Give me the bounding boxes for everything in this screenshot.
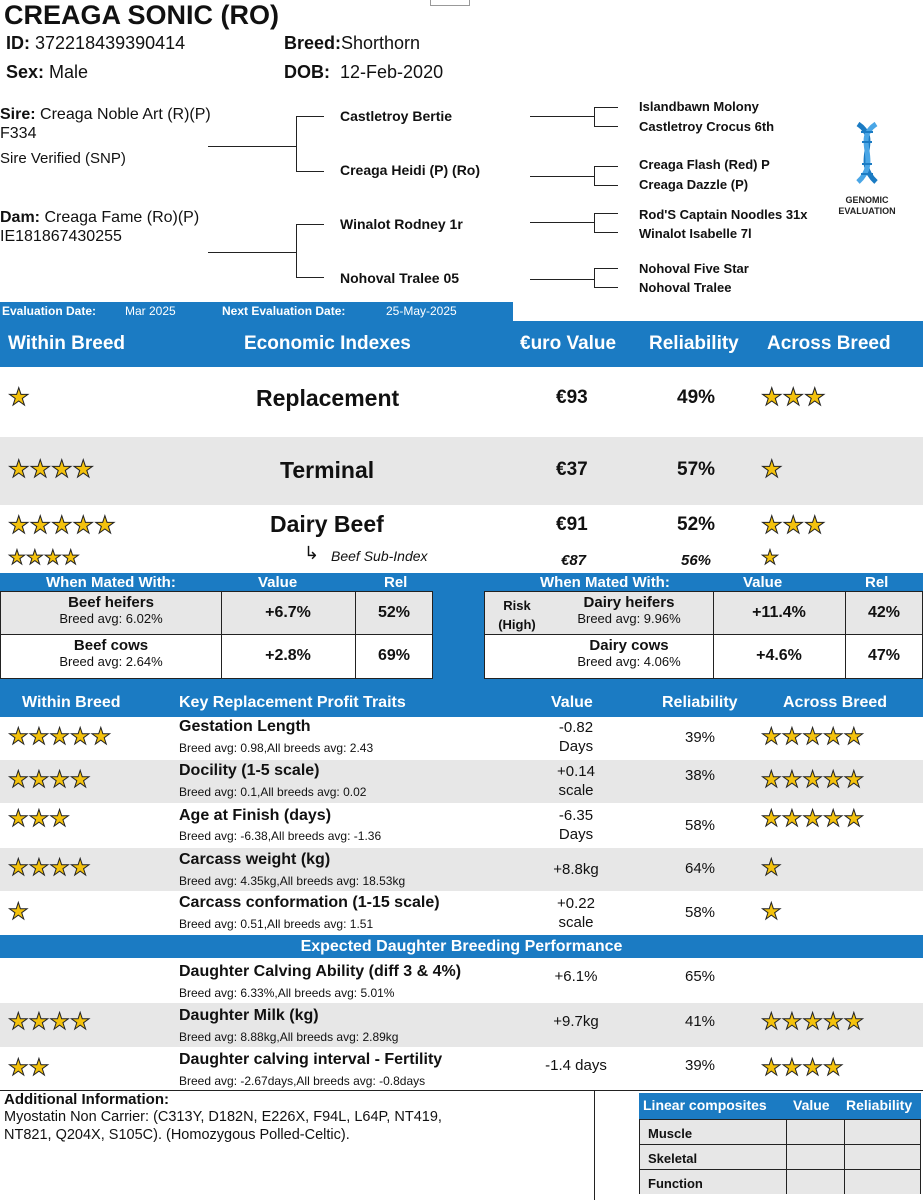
sire-label: Sire: [0,106,36,123]
daughter-header: Expected Daughter Breeding Performance [0,935,923,958]
trait-avg: Breed avg: 0.1,All breeds avg: 0.02 [179,785,367,799]
trait-name: Gestation Length [179,718,311,735]
dam-name: Creaga Fame (Ro)(P) [44,209,200,226]
across-breed-stars: ★ [761,455,783,483]
trait-name: Docility (1-5 scale) [179,762,320,779]
connector [530,116,594,117]
value-unit: Days [558,738,594,755]
sire-name: Creaga Noble Art (R)(P) [40,106,211,123]
within-breed-stars: ★★★★ [8,455,95,483]
trait-value: +9.7kg [553,1013,599,1030]
daughter-row-calving-ability [0,958,923,1003]
row-name: Beef cows [73,637,149,654]
trait-value [532,718,620,756]
trait-row-carcass-conformation [0,891,923,935]
row-avg: Breed avg: 6.02% [59,611,163,626]
sire-note: Sire Verified (SNP) [0,150,126,167]
row-name: Dairy cows [589,637,669,654]
additional-line-1: Myostatin Non Carrier: (C313Y, D182N, E226X, F94L, L64P, NT419, [4,1109,442,1125]
value-unit: Days [558,826,594,843]
col-across-breed: Across Breed [767,333,891,354]
value-number: -0.82 [558,719,594,736]
reliability: 38% [685,767,716,784]
risk-indicator [493,596,541,634]
trait-value [532,894,620,932]
breed-value: Shorthorn [341,33,421,53]
trait-avg: Breed avg: 0.98,All breeds avg: 2.43 [179,741,374,755]
connector [594,213,618,214]
trait-value: +6.1% [554,968,598,985]
trait-name: Daughter Calving Ability (diff 3 & 4%) [179,963,462,980]
daughter-row-calving-interval [0,1047,923,1090]
economic-header [0,321,923,367]
across-breed-stars: ★★★ [761,511,826,539]
traits-header [0,690,923,717]
trait-avg: Breed avg: -6.38,All breeds avg: -1.36 [179,829,382,843]
connector [530,176,594,177]
trait-name: Carcass conformation (1-15 scale) [179,894,440,911]
mated-right-rel: Rel [865,574,889,591]
across-breed-stars: ★★★★★ [761,806,865,832]
connector [296,224,297,278]
connector [594,268,618,269]
trait-value [532,762,620,800]
col-traits-title: Key Replacement Profit Traits [179,694,406,711]
divider [594,1090,595,1200]
mated-left-row-1-label [1,594,221,626]
across-breed-stars: ★★★ [761,383,826,411]
across-breed-stars: ★★★★★ [761,1009,865,1035]
risk-label: Risk [503,598,531,613]
trait-value [532,860,620,879]
within-breed-stars: ★★★★ [8,767,91,793]
across-breed-stars: ★ [761,855,782,881]
dam-block [0,208,199,246]
row-avg: Breed avg: 4.06% [577,654,681,669]
index-name: Terminal [280,457,375,483]
value-unit: scale [558,782,594,799]
genomic-logo [832,120,902,216]
mated-right-table [484,591,923,679]
additional-title: Additional Information: [4,1091,169,1108]
row-name: Beef heifers [68,594,154,611]
great-grandparent-4: Creaga Dazzle (P) [639,177,749,192]
sub-within-stars: ★★★★ [8,545,80,569]
reliability: 64% [685,860,716,877]
trait-row-docility [0,760,923,803]
dam-label: Dam: [0,209,41,226]
evaluation-bar [0,302,513,321]
connector [594,107,595,126]
trait-avg: Breed avg: 8.88kg,All breeds avg: 2.89kg [179,1030,399,1044]
linear-value: Value [793,1097,830,1113]
connector [594,213,595,232]
row-avg: Breed avg: 9.96% [577,611,681,626]
corner-mark [430,0,470,6]
dob-label: DOB: [284,62,330,82]
connector [594,232,618,233]
additional-line-2: NT821, Q204X, S105C). (Homozygous Polled-Celtic). [4,1127,350,1143]
within-breed-stars: ★★ [8,1055,50,1081]
trait-avg: Breed avg: 4.35kg,All breeds avg: 18.53kg [179,874,406,888]
col-economic-indexes: Economic Indexes [244,333,411,354]
grandparent-4: Nohoval Tralee 05 [340,270,460,286]
reliability: 41% [685,1013,716,1030]
eval-date-label: Evaluation Date: [2,304,97,318]
connector [594,107,618,108]
sub-reliability: 56% [681,552,712,569]
next-eval-value: 25-May-2025 [386,304,457,318]
connector [296,116,324,117]
value-number: +0.14 [557,763,595,780]
mated-left-row-2-label [1,637,221,669]
col-reliability: Reliability [649,333,739,354]
id-value: 372218439390414 [35,33,186,53]
mated-right-row-1-label [545,594,713,626]
trait-name: Age at Finish (days) [179,807,332,824]
great-grandparent-6: Winalot Isabelle 7l [639,226,752,241]
within-breed-stars: ★★★★★ [8,511,116,539]
row-label: Function [648,1176,703,1191]
grandparent-1: Castletroy Bertie [340,108,453,124]
row-value: +4.6% [756,647,802,664]
sub-euro-value: €87 [561,552,587,569]
trait-row-gestation [0,717,923,760]
value-number: +8.8kg [553,861,599,878]
linear-table [639,1119,921,1194]
grandparent-3: Winalot Rodney 1r [340,216,463,232]
within-breed-stars: ★★★★ [8,1009,91,1035]
additional-info [4,1091,594,1143]
reliability: 49% [677,387,716,408]
reliability: 39% [685,1057,716,1074]
connector [594,126,618,127]
reliability: 39% [685,729,716,746]
trait-avg: Breed avg: 0.51,All breeds avg: 1.51 [179,917,374,931]
linear-row-skeletal [640,1145,920,1170]
euro-value: €91 [556,514,588,535]
mated-left-rel: Rel [384,574,408,591]
sub-across-stars: ★ [761,545,779,569]
connector [594,287,618,288]
animal-id [6,33,185,54]
row-rel: 42% [867,604,901,621]
linear-row-function [640,1170,920,1194]
sub-arrow-icon: ↳ [304,543,320,563]
index-name: Replacement [256,385,400,411]
value-unit: scale [558,914,594,931]
linear-rel: Reliability [846,1097,913,1113]
grandparent-2: Creaga Heidi (P) (Ro) [340,162,481,178]
next-eval-label: Next Evaluation Date: [222,304,346,318]
mated-right-row-1 [484,591,923,635]
sex-label: Sex: [6,62,45,82]
great-grandparent-8: Nohoval Tralee [639,280,732,295]
within-breed-stars: ★ [8,899,29,925]
trait-row-age-at-finish [0,803,923,848]
risk-level: (High) [498,617,536,632]
trait-value: -1.4 days [545,1057,607,1074]
sex-value: Male [49,62,89,82]
index-name: Dairy Beef [270,511,384,537]
logo-line-1: GENOMIC [845,195,889,205]
dam-code: IE181867430255 [0,228,122,245]
mated-right-value: Value [743,574,783,591]
value-number: +0.22 [557,895,595,912]
euro-value: €37 [556,459,588,480]
across-breed-stars: ★★★★★ [761,767,865,793]
eval-date-value: Mar 2025 [125,304,176,318]
linear-row-muscle [640,1120,920,1145]
mated-right-row-2-label [545,637,713,669]
within-breed-stars: ★★★★ [8,855,91,881]
trait-name: Daughter Milk (kg) [179,1007,319,1024]
linear-header [639,1093,921,1119]
breed [284,33,420,54]
reliability: 52% [677,514,716,535]
daughter-row-milk [0,1003,923,1047]
breed-label: Breed: [284,33,342,53]
row-avg: Breed avg: 2.64% [59,654,163,669]
mated-right-with: When Mated With: [540,574,670,591]
connector [208,146,296,147]
trait-row-carcass-weight [0,848,923,891]
col-value: Value [551,694,593,711]
col-within-breed: Within Breed [22,694,121,711]
across-breed-stars: ★★★★★ [761,724,865,750]
great-grandparent-1: Islandbawn Molony [639,99,759,114]
col-across-breed: Across Breed [783,694,888,711]
reliability: 57% [677,459,716,480]
sire-code: F334 [0,125,37,142]
reliability: 58% [685,817,716,834]
economic-row-dairy-beef [0,505,923,573]
connector [530,222,594,223]
trait-value [532,806,620,844]
trait-avg: Breed avg: -2.67days,All breeds avg: -0.8days [179,1074,426,1088]
col-within-breed: Within Breed [8,333,125,354]
sub-index-name: Beef Sub-Index [331,548,428,564]
reliability: 58% [685,904,716,921]
mated-right-row-2 [484,635,923,679]
sex [6,62,88,83]
linear-title: Linear composites [643,1097,767,1113]
col-reliability: Reliability [662,694,738,711]
within-breed-stars: ★ [8,383,30,411]
divider [844,1120,845,1194]
connector [296,224,324,225]
trait-name: Daughter calving interval - Fertility [179,1051,443,1068]
euro-value: €93 [556,387,588,408]
logo-text [832,195,902,217]
row-label: Muscle [648,1126,693,1141]
row-rel: 52% [377,604,411,621]
connector [594,268,595,287]
col-euro-value: €uro Value [520,333,617,354]
within-breed-stars: ★★★ [8,806,70,832]
mated-left-table [0,591,433,679]
connector [594,166,618,167]
trait-name: Carcass weight (kg) [179,851,331,868]
great-grandparent-2: Castletroy Crocus 6th [639,119,775,134]
trait-avg: Breed avg: 6.33%,All breeds avg: 5.01% [179,986,395,1000]
value-number: -6.35 [558,807,594,824]
row-rel: 47% [867,647,901,664]
great-grandparent-3: Creaga Flash (Red) P [639,157,770,172]
mated-left-value: Value [258,574,298,591]
dna-icon [832,120,902,190]
economic-row-terminal [0,437,923,505]
reliability: 65% [685,968,716,985]
mated-left-with: When Mated With: [46,574,176,591]
dob [284,62,443,83]
logo-line-2: EVALUATION [838,206,896,216]
row-name: Dairy heifers [583,594,675,611]
great-grandparent-7: Nohoval Five Star [639,261,749,276]
row-value: +11.4% [752,604,806,621]
connector [530,279,594,280]
mated-left-row-1 [0,591,433,635]
great-grandparent-5: Rod'S Captain Noodles 31x [639,207,808,222]
connector [208,252,296,253]
row-value: +2.8% [265,647,311,664]
connector [594,166,595,185]
within-breed-stars: ★★★★★ [8,724,112,750]
connector [296,116,297,172]
mated-left-row-2 [0,635,433,679]
animal-name: CREAGA SONIC (RO) [4,0,279,30]
row-label: Skeletal [648,1151,698,1166]
divider [786,1120,787,1194]
id-label: ID: [6,33,30,53]
dob-value: 12-Feb-2020 [340,62,444,82]
connector [594,185,618,186]
across-breed-stars: ★ [761,899,782,925]
row-value: +6.7% [265,604,311,621]
sire-block [0,105,211,168]
connector [296,171,324,172]
connector [296,277,324,278]
economic-row-replacement [0,367,923,437]
row-rel: 69% [377,647,411,664]
across-breed-stars: ★★★★ [761,1055,844,1081]
